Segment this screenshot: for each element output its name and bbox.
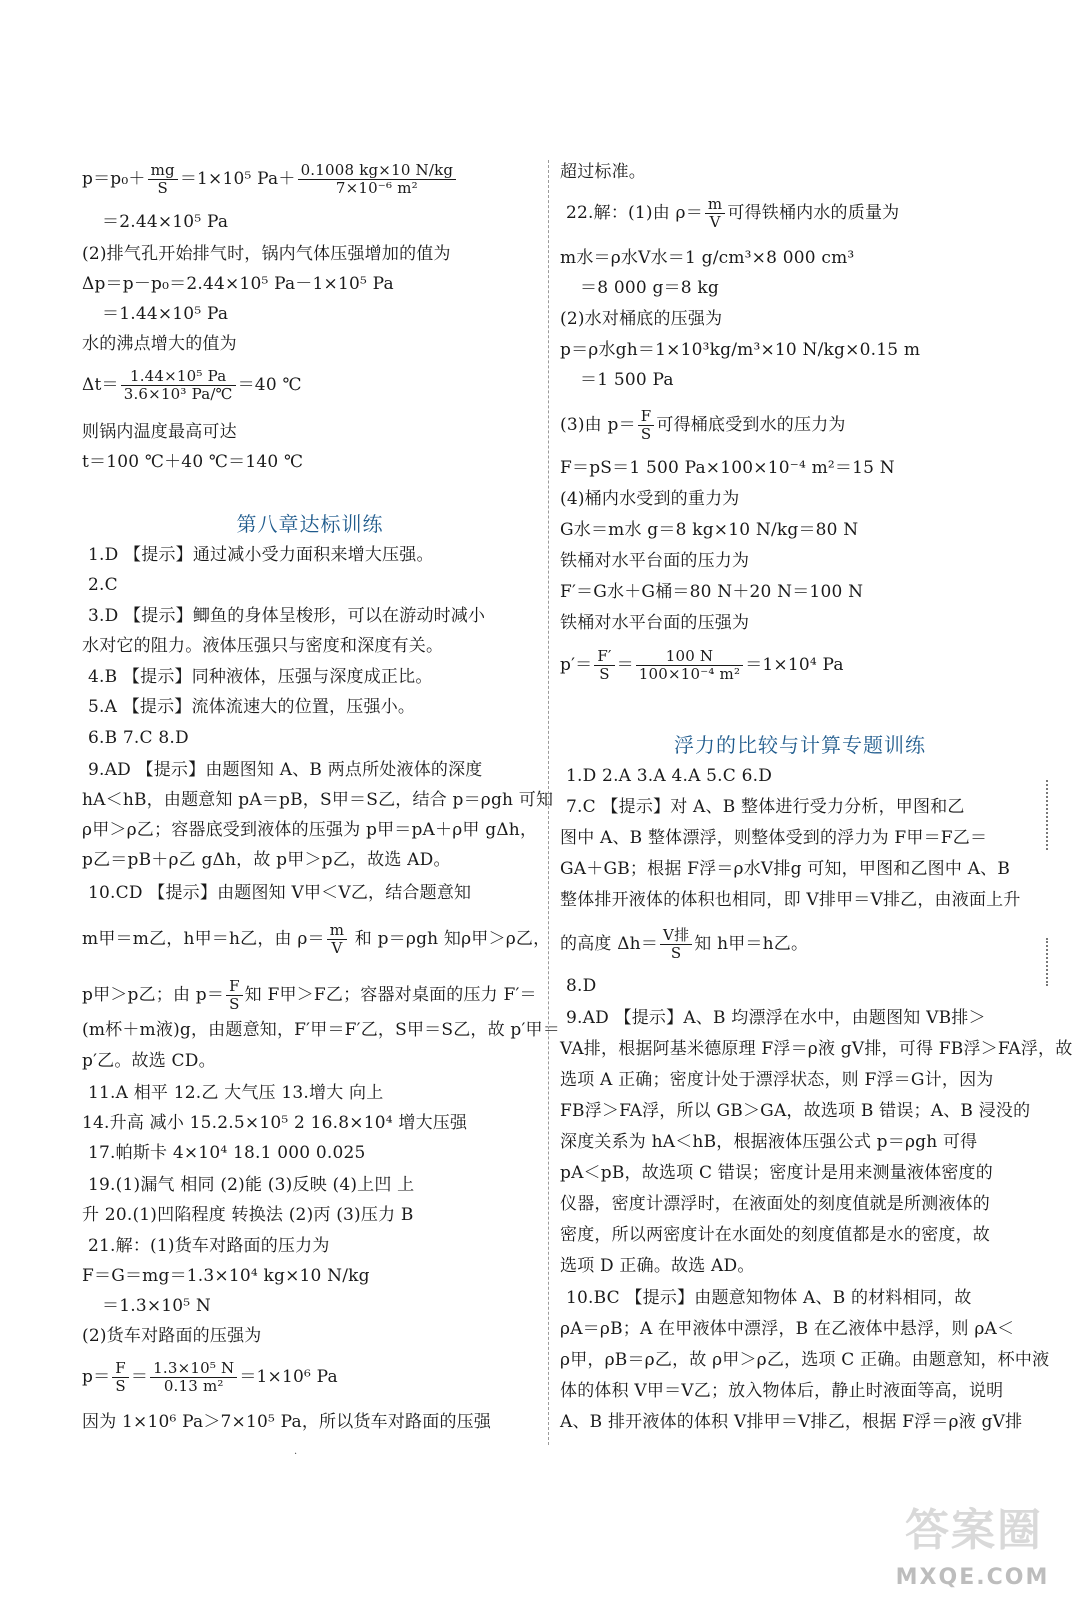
text-line: ρ甲＞ρ乙；容器底受到液体的压强为 p甲＝pA＋ρ甲 gΔh， — [82, 820, 538, 840]
text-line: ＝8 000 g＝8 kg — [580, 278, 719, 298]
fraction: $\frac{\text{1.3×10⁵ N}}{\text{0.13 m²}}$ — [150, 1360, 237, 1395]
formula-line: (3)由 p＝ $\frac{F}{S}$ 可得桶底受到水的压力为 — [560, 407, 846, 443]
text-line: ＝1.44×10⁵ Pa — [102, 304, 229, 324]
text-line: GA＋GB；根据 F浮＝ρ水V排g 可知，甲图和乙图中 A、B — [560, 859, 1011, 879]
stray-dot: · — [294, 1449, 298, 1460]
fraction: $\frac{\text{1.44×10⁵ Pa}}{\text{3.6×10³ Pa/℃}}$ — [121, 368, 236, 403]
fraction: $\frac{F}{S}$ — [638, 408, 655, 443]
fraction: $\frac{F'}{S}$ — [594, 648, 614, 683]
text-line: 7.C 【提示】对 A、B 整体进行受力分析，甲图和乙 — [566, 797, 965, 817]
formula-line: m甲＝m乙，h甲＝h乙，由 ρ＝ $\frac{m}{V}$ 和 p＝ρgh 知ρ甲＞ρ乙， — [82, 921, 551, 957]
text-line: F＝G＝mg＝1.3×10⁴ kg×10 N/kg — [82, 1266, 370, 1286]
watermark-site: MXQE.COM — [895, 1565, 1050, 1590]
text-line: Δp＝p－p₀＝2.44×10⁵ Pa－1×10⁵ Pa — [82, 274, 394, 294]
text-line: 1.D 2.A 3.A 4.A 5.C 6.D — [566, 766, 773, 786]
text-line: p＝ρ水gh＝1×10³kg/m³×10 N/kg×0.15 m — [560, 340, 921, 360]
text-line: 8.D — [566, 976, 597, 996]
text-line: 选项 D 正确。故选 AD。 — [560, 1256, 755, 1276]
watermark-seal: 答案圈 — [905, 1505, 1043, 1556]
text-line: 选项 A 正确；密度计处于漂浮状态，则 F浮＝G计，因为 — [560, 1070, 994, 1090]
fraction: $\frac{F}{S}$ — [112, 1360, 129, 1395]
text-line: 因为 1×10⁶ Pa＞7×10⁵ Pa，所以货车对路面的压强 — [82, 1412, 492, 1432]
fraction: $\frac{100 N}{\text{100×10⁻⁴ m²}}$ — [636, 648, 743, 683]
formula-line: p＝p₀＋ $\frac{mg}{S}$ ＝1×10⁵ Pa＋ $\frac{0.1008 kg\times 10 N/kg}{\text{7×10⁻⁶ m²}}$ — [82, 162, 458, 197]
text-line: p′乙。故选 CD。 — [82, 1051, 216, 1071]
text-line: 3.D 【提示】鲫鱼的身体呈梭形，可以在游动时减小 — [88, 606, 486, 626]
text-line: 密度，所以两密度计在水面处的刻度值都是水的密度，故 — [560, 1225, 990, 1245]
formula-line: p＝ $\frac{F}{S}$ ＝ $\frac{\text{1.3×10⁵ N}}{\text{0.13 m²}}$ ＝1×10⁶ Pa — [82, 1359, 338, 1395]
text-line: m水＝ρ水V水＝1 g/cm³×8 000 cm³ — [560, 248, 855, 268]
margin-dots — [1046, 938, 1056, 986]
text-line: 10.CD 【提示】由题图知 V甲＜V乙，结合题意知 — [88, 883, 472, 903]
watermark-logo — [890, 1500, 1055, 1592]
text-line: VA排，根据阿基米德原理 F浮＝ρ液 gV排，可得 FB浮＞FA浮，故 — [560, 1039, 1073, 1059]
text-line: 升 20.(1)凹陷程度 转换法 (2)丙 (3)压力 B — [82, 1205, 414, 1225]
text-line: (2)排气孔开始排气时，锅内气体压强增加的值为 — [82, 244, 451, 264]
formula-line: Δt＝ $\frac{\text{1.44×10⁵ Pa}}{\text{3.6×10³ Pa/℃}}$ ＝40 ℃ — [82, 367, 302, 403]
section-heading: 第八章达标训练 — [236, 512, 384, 536]
text-line: 水对它的阻力。液体压强只与密度和深度有关。 — [82, 636, 444, 656]
text-line: 4.B 【提示】同种液体，压强与深度成正比。 — [88, 667, 433, 687]
text-line: 10.BC 【提示】由题意知物体 A、B 的材料相同，故 — [566, 1288, 972, 1308]
text-line: 21.解：(1)货车对路面的压力为 — [88, 1236, 330, 1256]
margin-dots — [1046, 780, 1056, 850]
text-line: 6.B 7.C 8.D — [88, 728, 189, 748]
text-line: 14.升高 减小 15.2.5×10⁵ 2 16.8×10⁴ 增大压强 — [82, 1113, 468, 1133]
text-line: ρA＝ρB；A 在甲液体中漂浮，B 在乙液体中悬浮，则 ρA＜ — [560, 1319, 1015, 1339]
text-line: 深度关系为 hA＜hB，根据液体压强公式 p＝ρgh 可得 — [560, 1132, 978, 1152]
text-line: A、B 排开液体的体积 V排甲＝V排乙，根据 F浮＝ρ液 gV排 — [560, 1412, 1023, 1432]
formula-line: 的高度 Δh＝ $\frac{\text{V排}}{S}$ 知 h甲＝h乙。 — [560, 926, 809, 962]
fraction: $\frac{m}{V}$ — [705, 196, 725, 231]
fraction: $\frac{\text{V排}}{S}$ — [660, 927, 692, 962]
text-line: p乙＝pB＋ρ乙 gΔh，故 p甲＞p乙，故选 AD。 — [82, 850, 451, 870]
text-line: 9.AD 【提示】由题图知 A、B 两点所处液体的深度 — [88, 760, 483, 780]
text-line: 5.A 【提示】流体流速大的位置，压强小。 — [88, 697, 416, 717]
text-line: G水＝m水 g＝8 kg×10 N/kg＝80 N — [560, 520, 859, 540]
text-line: t＝100 ℃＋40 ℃＝140 ℃ — [82, 452, 304, 472]
text-line: 17.帕斯卡 4×10⁴ 18.1 000 0.025 — [88, 1143, 366, 1163]
text-line: 水的沸点增大的值为 — [82, 334, 237, 354]
fraction: $\frac{m}{V}$ — [327, 922, 347, 957]
text-line: ＝2.44×10⁵ Pa — [102, 212, 229, 232]
text-line: 1.D 【提示】通过减小受力面积来增大压强。 — [88, 545, 434, 565]
text-line: 19.(1)漏气 相同 (2)能 (3)反映 (4)上凹 上 — [88, 1175, 415, 1195]
text-line: 11.A 相平 12.乙 大气压 13.增大 向上 — [88, 1083, 384, 1103]
formula-line: 22.解：(1)由 ρ＝ $\frac{m}{V}$ 可得铁桶内水的质量为 — [566, 195, 900, 231]
text-line: 超过标准。 — [560, 162, 646, 182]
text-line: (m杯＋m液)g，由题意知，F′甲＝F′乙，S甲＝S乙，故 p′甲＝ — [82, 1020, 560, 1040]
text-line: 体的体积 V甲＝V乙；放入物体后，静止时液面等高，说明 — [560, 1381, 1004, 1401]
text-line: 则锅内温度最高可达 — [82, 422, 237, 442]
text-line: (2)水对桶底的压强为 — [560, 309, 723, 329]
text-line: F＝pS＝1 500 Pa×100×10⁻⁴ m²＝15 N — [560, 458, 895, 478]
text-line: ρ甲，ρB＝ρ乙，故 ρ甲＞ρ乙，选项 C 正确。由题意知，杯中液 — [560, 1350, 1050, 1370]
text-line: 仪器，密度计漂浮时，在液面处的刻度值就是所测液体的 — [560, 1194, 990, 1214]
formula-line: p甲＞p乙；由 p＝ $\frac{F}{S}$ 知 F甲＞F乙；容器对桌面的压力 F′＝ — [82, 977, 537, 1013]
text-line: (2)货车对路面的压强为 — [82, 1326, 262, 1346]
text-line: pA＜pB，故选项 C 错误；密度计是用来测量液体密度的 — [560, 1163, 993, 1183]
text-line: 图中 A、B 整体漂浮，则整体受到的浮力为 F甲＝F乙＝ — [560, 828, 988, 848]
text-line: 铁桶对水平台面的压强为 — [560, 613, 750, 633]
text-line: hA＜hB，由题意知 pA＝pB，S甲＝S乙，结合 p＝ρgh 可知 — [82, 790, 554, 810]
section-heading: 浮力的比较与计算专题训练 — [674, 733, 926, 757]
fraction: $\frac{F}{S}$ — [226, 978, 243, 1013]
fraction: $\frac{mg}{S}$ — [148, 162, 178, 197]
text-line: 整体排开液体的体积也相同，即 V排甲＝V排乙，由液面上升 — [560, 890, 1021, 910]
text-line: 9.AD 【提示】A、B 均漂浮在水中，由题图知 VB排＞ — [566, 1008, 986, 1028]
text-line: FB浮＞FA浮，所以 GB＞GA，故选项 B 错误；A、B 浸没的 — [560, 1101, 1031, 1121]
text-line: ＝1.3×10⁵ N — [102, 1296, 212, 1316]
text-line: 铁桶对水平台面的压力为 — [560, 551, 750, 571]
column-divider — [548, 160, 549, 1445]
fraction: $\frac{0.1008 kg\times 10 N/kg}{\text{7×10⁻⁶ m²}}$ — [298, 162, 457, 197]
text-line: F′＝G水＋G桶＝80 N＋20 N＝100 N — [560, 582, 864, 602]
text-line: ＝1 500 Pa — [580, 370, 674, 390]
text-line: 2.C — [88, 575, 118, 595]
formula-line: p′＝ $\frac{F'}{S}$ ＝ $\frac{100 N}{\text{100×10⁻⁴ m²}}$ ＝1×10⁴ Pa — [560, 647, 844, 683]
text-line: (4)桶内水受到的重力为 — [560, 489, 740, 509]
